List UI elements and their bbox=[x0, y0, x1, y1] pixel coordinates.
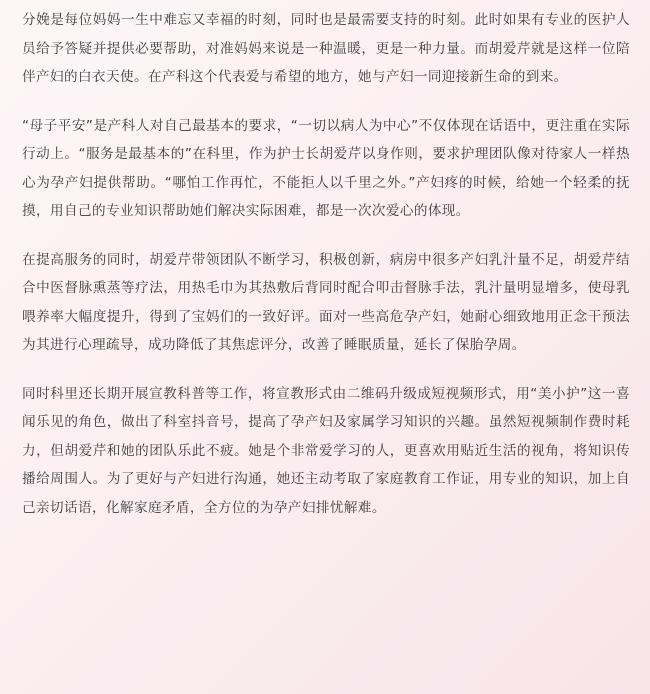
paragraph-1: 分娩是每位妈妈一生中难忘又幸福的时刻，同时也是最需要支持的时刻。此时如果有专业的医护人员给予答疑并提供必要帮助，对准妈妈来说是一种温暖，更是一种力量。而胡爱芹就是这样一位陪伴产妇的白衣天使。在产科这个代表爱与希望的地方，她与产妇一同迎接新生命的到来。 bbox=[22, 12, 630, 85]
paragraph-4: 同时科里还长期开展宣教科普等工作，将宣教形式由二维码升级成短视频形式，用“美小护”这一喜闻乐见的角色，做出了科室抖音号，提高了孕产妇及家属学习知识的兴趣。虽然短视频制作费时耗力，但胡爱芹和她的团队乐此不疲。她是个非常爱学习的人，更喜欢用贴近生活的视角，将知识传播给周围人。为了更好与产妇进行沟通，她还主动考取了家庭教育工作证，用专业的知识，加上自己亲切话语，化解家庭矛盾，全方位的为孕产妇排忧解难。 bbox=[22, 385, 630, 516]
paragraph-3: 在提高服务的同时，胡爱芹带领团队不断学习，积极创新，病房中很多产妇乳汁量不足，胡爱芹结合中医督脉熏蒸等疗法，用热毛巾为其热敷后背同时配合叩击督脉手法，乳汁量明显增多，使母乳喂养率大幅度提升，得到了宝妈们的一致好评。面对一些高危孕产妇，她耐心细致地用正念干预法为其进行心理疏导，成功降低了其焦虑评分，改善了睡眠质量，延长了保胎孕周。 bbox=[22, 251, 630, 353]
paragraph-2: “母子平安”是产科人对自己最基本的要求，“一切以病人为中心”不仅体现在话语中，更注重在实际行动上。“服务是最基本的”在科里，作为护士长胡爱芹以身作则，要求护理团队像对待家人一样热心为孕产妇提供帮助。“哪怕工作再忙，不能拒人以千里之外。”产妇疼的时候，给她一个轻柔的抚摸，用自己的专业知识帮助她们解决实际困难，都是一次次爱心的体现。 bbox=[22, 117, 630, 219]
